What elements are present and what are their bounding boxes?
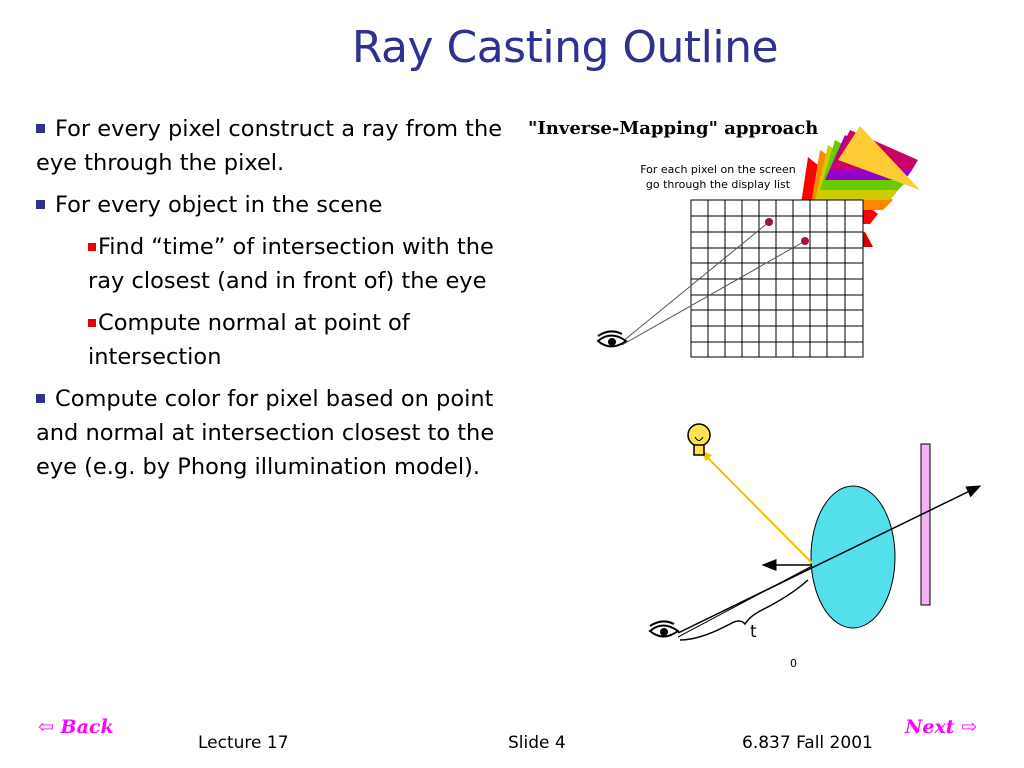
t-subscript: 0 — [790, 657, 797, 670]
sub-bullet-square-icon — [88, 319, 96, 327]
course-label: 6.837 Fall 2001 — [742, 733, 873, 753]
bullet-item — [36, 188, 506, 222]
slide-number: Slide 4 — [508, 733, 566, 753]
figure-title: "Inverse-Mapping" approach — [528, 118, 819, 139]
bullet-text: Compute color for pixel based on point and normal at intersection closest to the eye (e.g. by Phong illumination model). — [36, 386, 495, 480]
sub-bullet-item — [88, 306, 506, 374]
bullet-list — [36, 112, 506, 492]
sub-bullet-text: Find “time” of intersection with the ray closest (and in front of) the eye — [88, 234, 494, 294]
pixel-point — [765, 218, 773, 226]
lecture-label: Lecture 17 — [198, 733, 289, 753]
sub-bullet-square-icon — [88, 243, 96, 251]
slide-title: Ray Casting Outline — [351, 22, 779, 73]
inverse-mapping-diagram — [590, 120, 930, 365]
light-ray — [703, 453, 812, 563]
ray-segment — [678, 566, 812, 637]
bullet-text: For every object in the scene — [55, 192, 383, 218]
t-label: t — [750, 622, 757, 642]
bullet-square-icon — [36, 200, 45, 209]
light-bulb-icon — [688, 424, 710, 455]
pixel-point — [801, 237, 809, 245]
bullet-square-icon — [36, 394, 45, 403]
sub-bullet-text: Compute normal at point of intersection — [88, 310, 410, 370]
bullet-item — [36, 112, 506, 180]
back-button[interactable]: ⇦ Back — [38, 716, 114, 738]
distance-brace — [680, 580, 808, 640]
next-button[interactable]: Next ⇨ — [905, 716, 978, 738]
sphere-object — [811, 486, 895, 628]
figure-note-line: For each pixel on the screen — [640, 163, 796, 176]
screen-plane — [921, 444, 930, 605]
eye-icon — [650, 621, 678, 636]
bullet-item — [36, 382, 506, 484]
figure-note-line: go through the display list — [645, 178, 791, 191]
bullet-square-icon — [36, 124, 45, 133]
sub-bullet-item — [88, 230, 506, 298]
bullet-text: For every pixel construct a ray from the eye through the pixel. — [36, 116, 503, 176]
intersection-diagram — [640, 415, 990, 660]
eye-icon — [598, 331, 626, 346]
